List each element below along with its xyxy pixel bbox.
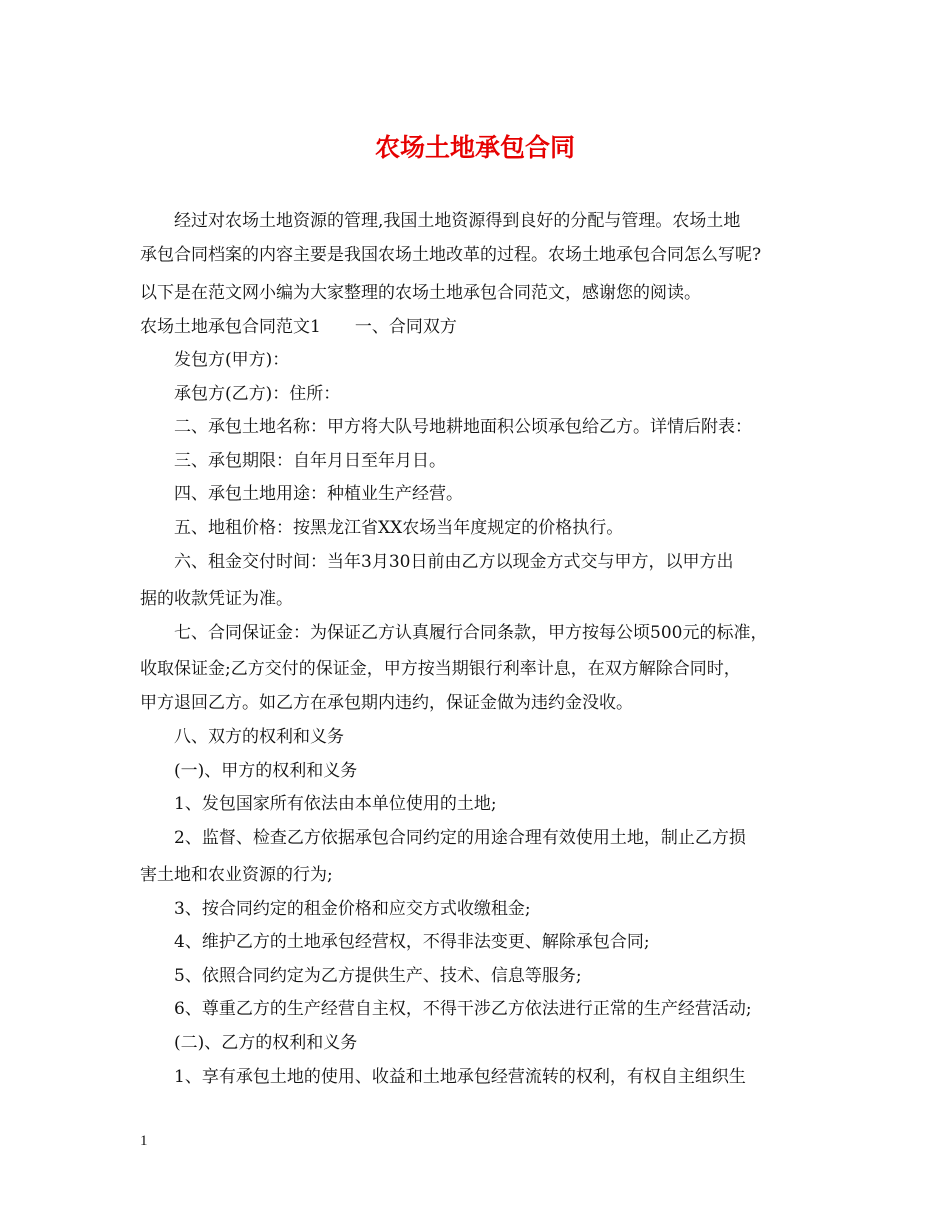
body-line: 1、发包国家所有依法由本单位使用的土地; bbox=[140, 794, 497, 814]
body-line: 害土地和农业资源的行为; bbox=[140, 865, 333, 885]
body-line: 二、承包土地名称：甲方将大队号地耕地面积公顷承包给乙方。详情后附表： bbox=[140, 417, 752, 437]
body-line: 甲方退回乙方。如乙方在承包期内违约，保证金做为违约金没收。 bbox=[140, 693, 633, 713]
body-line: 五、地租价格：按黑龙江省XX农场当年度规定的价格执行。 bbox=[140, 518, 624, 538]
body-line: 经过对农场土地资源的管理,我国土地资源得到良好的分配与管理。农场土地 bbox=[140, 211, 741, 231]
body-line: 5、依照合同约定为乙方提供生产、技术、信息等服务; bbox=[140, 966, 582, 986]
document-title: 农场土地承包合同 bbox=[374, 133, 575, 162]
body-line: 6、尊重乙方的生产经营自主权，不得干涉乙方依法进行正常的生产经营活动; bbox=[140, 999, 752, 1019]
body-line: 以下是在范文网小编为大家整理的农场土地承包合同范文，感谢您的阅读。 bbox=[140, 283, 701, 303]
body-line: 收取保证金;乙方交付的保证金，甲方按当期银行利率计息，在双方解除合同时， bbox=[140, 659, 741, 679]
body-line: 承包方(乙方)：住所： bbox=[140, 384, 341, 404]
body-line: (一)、甲方的权利和义务 bbox=[140, 761, 358, 781]
body-line: 四、承包土地用途：种植业生产经营。 bbox=[140, 484, 463, 504]
body-line: (二)、乙方的权利和义务 bbox=[140, 1033, 358, 1053]
body-line: 据的收款凭证为准。 bbox=[140, 589, 293, 609]
body-line: 2、监督、检查乙方依据承包合同约定的用途合理有效使用土地，制止乙方损 bbox=[140, 828, 746, 848]
page-number: 1 bbox=[140, 1133, 148, 1149]
body-line: 发包方(甲方)： bbox=[140, 350, 290, 370]
body-line: 七、合同保证金：为保证乙方认真履行合同条款，甲方按每公顷500元的标准， bbox=[140, 623, 768, 643]
body-line: 4、维护乙方的土地承包经营权，不得非法变更、解除承包合同; bbox=[140, 932, 650, 952]
body-line: 1、享有承包土地的使用、收益和土地承包经营流转的权利，有权自主组织生 bbox=[140, 1067, 746, 1087]
body-line: 八、双方的权利和义务 bbox=[140, 727, 344, 747]
body-line: 承包合同档案的内容主要是我国农场土地改革的过程。农场土地承包合同怎么写呢? bbox=[140, 245, 762, 265]
body-line: 三、承包期限：自年月日至年月日。 bbox=[140, 451, 446, 471]
body-line: 3、按合同约定的租金价格和应交方式收缴租金; bbox=[140, 899, 531, 919]
body-line: 农场土地承包合同范文1 一、合同双方 bbox=[140, 317, 457, 337]
body-line: 六、租金交付时间：当年3月30日前由乙方以现金方式交与甲方，以甲方出 bbox=[140, 552, 734, 572]
